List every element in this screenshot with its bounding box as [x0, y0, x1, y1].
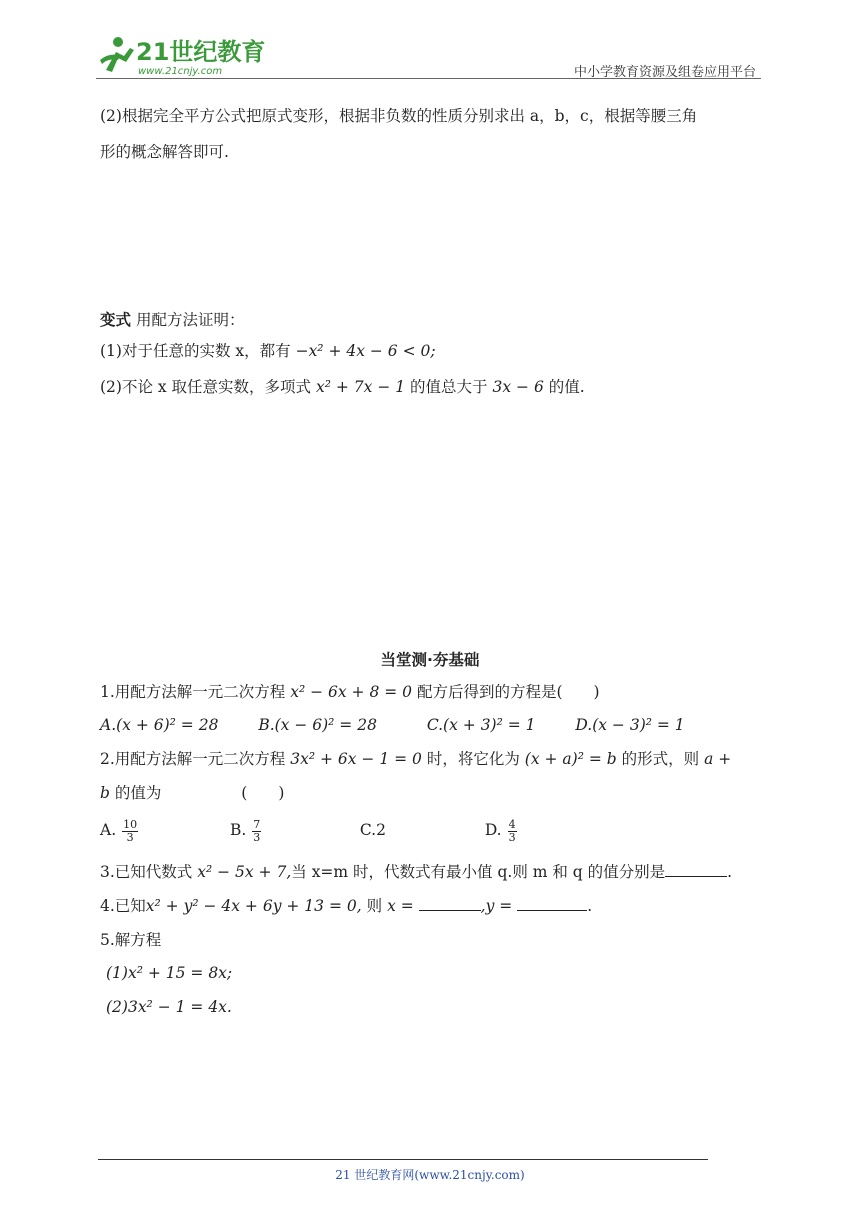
q2-answer-paren: ( )	[241, 784, 285, 802]
question-2	[100, 747, 731, 771]
q1-options	[100, 713, 685, 737]
q4-text-b: 则	[366, 897, 383, 915]
variant-p2-math-b: 3x − 6	[492, 378, 544, 396]
variant-intro: 用配方法证明：	[135, 311, 245, 329]
q2-math-c: a +	[704, 750, 732, 768]
footer-link[interactable]: 21 世纪教育网(www.21cnjy.com)	[335, 1168, 525, 1182]
q4-text-a: 4.已知	[100, 897, 146, 915]
q2-option-b-fraction	[252, 819, 261, 844]
variant-p2-text-a: (2)不论 x 取任意实数，多项式	[100, 378, 312, 396]
q3-math: x² − 5x + 7,	[197, 863, 292, 881]
q3-text-b: 当 x=m 时，代数式有最小值 q.则 m 和 q 的值分别是	[291, 863, 666, 881]
q2-option-b[interactable]	[230, 818, 355, 844]
q2-math-a: 3x² + 6x − 1 = 0	[290, 750, 422, 768]
q2-option-b-num: 7	[253, 817, 261, 831]
variant-part-2	[100, 375, 585, 399]
q2-option-b-letter: B.	[229, 821, 247, 839]
question-1	[100, 680, 600, 704]
variant-p2-text-c: 的值.	[548, 378, 585, 396]
analysis-line-1: (2)根据完全平方公式把原式变形，根据非负数的性质分别求出 a，b，c，根据等腰三角	[100, 107, 698, 125]
q1-option-a[interactable]: A.(x + 6)² = 28	[100, 716, 219, 734]
q2-option-a-num: 10	[123, 817, 138, 831]
variant-part-1	[100, 339, 436, 363]
q4-end: .	[587, 897, 593, 915]
q2-text-c: 的形式，则	[621, 750, 700, 768]
q4-x-label: x =	[387, 897, 414, 915]
variant-heading	[100, 308, 244, 332]
q2-options	[100, 818, 565, 844]
footer-divider	[98, 1159, 708, 1160]
q2-option-a-fraction	[122, 819, 138, 844]
q5-title: 5.解方程	[100, 931, 162, 949]
q2-option-c-letter: C.2	[359, 821, 386, 839]
q2-line2-math: b	[100, 784, 110, 802]
q1-text-a: 1.用配方法解一元二次方程	[100, 683, 286, 701]
variant-p1-math: −x² + 4x − 6 < 0;	[295, 342, 436, 360]
variant-label: 变式	[100, 311, 132, 329]
header-divider	[96, 78, 761, 79]
variant-p2-text-b: 的值总大于	[410, 378, 488, 396]
q4-sep: ,	[480, 897, 486, 915]
question-2-line-2	[100, 781, 284, 805]
question-4	[100, 894, 592, 918]
q2-option-d-letter: D.	[484, 821, 502, 839]
variant-p1-text: (1)对于任意的实数 x，都有	[100, 342, 291, 360]
q1-math: x² − 6x + 8 = 0	[290, 683, 413, 701]
q2-text-b: 时，将它化为	[426, 750, 520, 768]
q2-option-d-fraction	[508, 819, 517, 844]
site-logo	[96, 30, 271, 80]
header-platform-name: 中小学教育资源及组卷应用平台	[573, 65, 756, 80]
q5-eq-1: (1)x² + 15 = 8x;	[106, 964, 233, 982]
analysis-line-2: 形的概念解答即可.	[100, 143, 229, 161]
q2-text-a: 2.用配方法解一元二次方程	[100, 750, 286, 768]
q1-option-c[interactable]: C.(x + 3)² = 1	[426, 716, 536, 734]
q3-text-a: 3.已知代数式	[100, 863, 193, 881]
question-3	[100, 860, 732, 884]
q2-option-c[interactable]	[360, 818, 480, 842]
q4-y-blank[interactable]	[517, 894, 587, 911]
logo-text: 21世纪教育	[136, 38, 266, 66]
q4-math: x² + y² − 4x + 6y + 13 = 0,	[145, 897, 362, 915]
q2-option-b-den: 3	[253, 830, 261, 844]
q2-line2-text: 的值为	[114, 784, 162, 802]
q5-eq-2: (2)3x² − 1 = 4x.	[106, 998, 232, 1016]
section-title: 当堂测·夯基础	[380, 651, 480, 669]
q4-x-blank[interactable]	[419, 894, 481, 911]
q3-end: .	[727, 863, 733, 881]
q4-y-label: y =	[485, 897, 513, 915]
q1-option-b[interactable]: B.(x − 6)² = 28	[258, 716, 377, 734]
q2-option-a[interactable]	[100, 818, 225, 844]
q2-option-a-den: 3	[126, 830, 134, 844]
q2-option-d-den: 3	[508, 830, 516, 844]
variant-p2-math-a: x² + 7x − 1	[316, 378, 406, 396]
q2-option-d-num: 4	[508, 817, 516, 831]
q2-math-b: (x + a)² = b	[524, 750, 617, 768]
q1-text-b: 配方后得到的方程是( )	[416, 683, 600, 701]
q3-answer-blank[interactable]	[665, 860, 727, 877]
q2-option-a-letter: A.	[100, 821, 117, 839]
q1-option-d[interactable]: D.(x − 3)² = 1	[575, 716, 685, 734]
logo-url: www.21cnjy.com	[138, 66, 223, 77]
q2-option-d[interactable]	[485, 818, 565, 844]
